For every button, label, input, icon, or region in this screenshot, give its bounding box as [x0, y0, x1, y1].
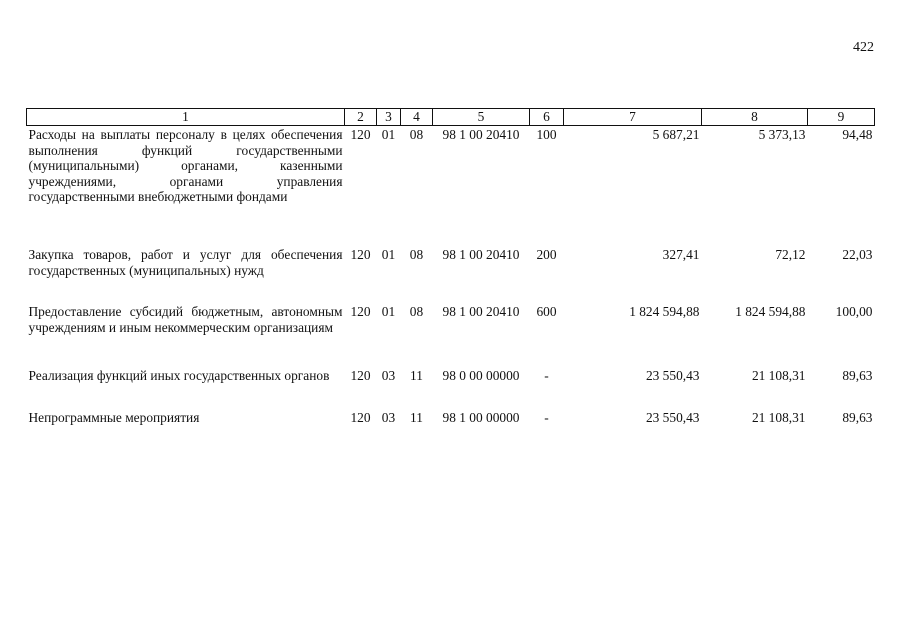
row-expense-type: 100 [536, 127, 557, 142]
row-name: Реализация функций иных государственных органов [28, 368, 330, 383]
row-subsection-code: 08 [409, 304, 424, 319]
row-percent: 89,63 [842, 410, 873, 425]
row-section-code: 03 [381, 368, 396, 383]
header-col-4: 4 [401, 109, 433, 126]
row-expense-type: 200 [536, 247, 557, 262]
row-planned-amount: 1 824 594,88 [629, 304, 700, 319]
row-actual-amount: 72,12 [775, 247, 806, 262]
row-planned-amount: 23 550,43 [645, 368, 700, 383]
row-section-code: 03 [381, 410, 396, 425]
row-ministry-code: 120 [350, 304, 371, 319]
row-subsection-code: 08 [409, 247, 424, 262]
row-ministry-code: 120 [350, 127, 371, 142]
header-col-1: 1 [27, 109, 345, 126]
header-col-7: 7 [564, 109, 702, 126]
row-section-code: 01 [381, 247, 396, 262]
table-row [27, 303, 875, 367]
row-section-code: 01 [381, 127, 396, 142]
row-planned-amount: 327,41 [662, 247, 700, 262]
row-percent: 22,03 [842, 247, 873, 262]
header-col-8: 8 [702, 109, 808, 126]
table-body [27, 126, 875, 430]
header-col-3: 3 [377, 109, 401, 126]
header-col-6: 6 [530, 109, 564, 126]
table-row [27, 126, 875, 247]
header-row [27, 109, 875, 126]
row-percent: 94,48 [842, 127, 873, 142]
row-target-article: 98 1 00 00000 [442, 410, 520, 425]
row-target-article: 98 0 00 00000 [442, 368, 520, 383]
row-target-article: 98 1 00 20410 [442, 304, 520, 319]
row-subsection-code: 08 [409, 127, 424, 142]
row-actual-amount: 21 108,31 [751, 368, 806, 383]
header-col-5: 5 [433, 109, 530, 126]
row-actual-amount: 1 824 594,88 [735, 304, 806, 319]
row-subsection-code: 11 [410, 368, 423, 383]
row-name: Непрограммные мероприятия [28, 410, 200, 425]
row-expense-type: 600 [536, 304, 557, 319]
row-section-code: 01 [381, 304, 396, 319]
row-planned-amount: 5 687,21 [652, 127, 700, 142]
table-row [27, 367, 875, 409]
budget-table [26, 108, 875, 429]
row-target-article: 98 1 00 20410 [442, 247, 520, 262]
row-actual-amount: 5 373,13 [758, 127, 806, 142]
row-name: Расходы на выплаты персоналу в целях обеспечения выполнения функций государственными (муниципальными) органами, казенными учреждениями, органами управления государственными внебюджетными фондами [28, 127, 343, 204]
row-name: Закупка товаров, работ и услуг для обеспечения государственных (муниципальных) нужд [28, 247, 343, 278]
row-ministry-code: 120 [350, 247, 371, 262]
row-name: Предоставление субсидий бюджетным, автономным учреждениям и иным некоммерческим организациям [28, 304, 343, 335]
row-planned-amount: 23 550,43 [645, 410, 700, 425]
row-expense-type: - [544, 368, 549, 383]
row-expense-type: - [544, 410, 549, 425]
row-ministry-code: 120 [350, 410, 371, 425]
header-col-2: 2 [345, 109, 377, 126]
table-header [27, 109, 875, 126]
table-row [27, 246, 875, 303]
row-target-article: 98 1 00 20410 [442, 127, 520, 142]
row-ministry-code: 120 [350, 368, 371, 383]
row-actual-amount: 21 108,31 [751, 410, 806, 425]
row-percent: 100,00 [835, 304, 873, 319]
page-number: 422 [853, 40, 874, 55]
header-col-9: 9 [808, 109, 875, 126]
row-percent: 89,63 [842, 368, 873, 383]
row-subsection-code: 11 [410, 410, 423, 425]
table-row [27, 409, 875, 429]
